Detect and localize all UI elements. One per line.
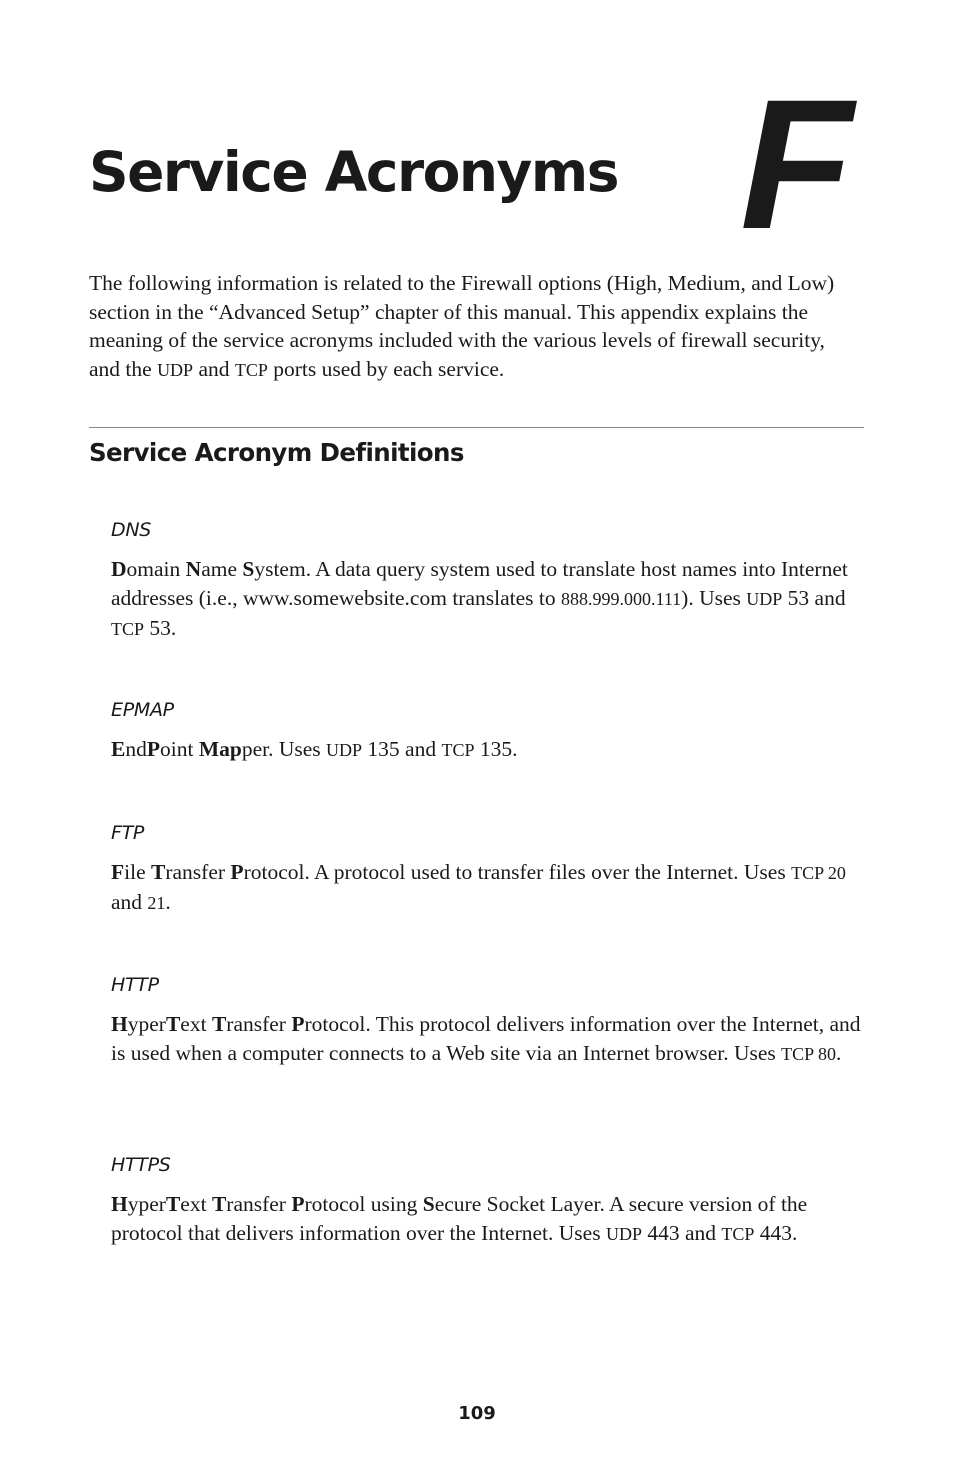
entry-definition: [111, 1190, 871, 1249]
bold-initial: N: [185, 557, 202, 581]
definition-text: nd: [125, 737, 147, 761]
bold-initial: H: [111, 1192, 128, 1216]
definition-text: yper: [127, 1192, 166, 1216]
entry-ftp: [111, 820, 871, 918]
bold-initial: T: [151, 860, 166, 884]
intro-tcp: TCP: [234, 359, 268, 380]
protocol-text: TCP 20: [791, 863, 846, 883]
definition-text: yper: [127, 1012, 166, 1036]
bold-initial: D: [111, 557, 127, 581]
entry-term: EPMAP: [111, 699, 174, 721]
definition-text: ransfer: [226, 1192, 292, 1216]
definition-text: 135 and: [362, 737, 442, 761]
bold-initial: T: [211, 1012, 227, 1036]
section-title: Service Acronym Definitions: [89, 438, 464, 467]
definition-text: oint: [159, 737, 199, 761]
definition-text: .: [165, 890, 171, 914]
protocol-text: TCP: [111, 619, 145, 639]
definition-text: ). Uses: [681, 586, 747, 610]
bold-initial: P: [230, 860, 244, 884]
definition-text: ystem. A data query system used to translate host names into Internet addresses (i.e., www.somewebsite.com translates to: [111, 557, 848, 610]
protocol-text: UDP: [605, 1224, 642, 1244]
section-divider: [89, 427, 864, 428]
page-title: Service Acronyms: [89, 140, 618, 204]
intro-text: The following information is related to the Firewall options (High, Medium, and Low) section in the “Advanced Setup” chapter of this manual. This appendix explains the meaning of the service acronyms included with the various levels of firewall security, and the: [89, 271, 835, 381]
definition-text: omain: [126, 557, 186, 581]
entry-definition: [111, 858, 871, 918]
definition-text: ecure Socket Layer. A secure version of the protocol that delivers information over the Internet. Uses: [111, 1192, 808, 1245]
entry-http: [111, 972, 871, 1069]
entry-epmap: [111, 697, 871, 765]
intro-udp: UDP: [157, 359, 194, 380]
protocol-text: 888.999.000.111: [561, 589, 682, 609]
definition-text: .: [836, 1041, 842, 1065]
bold-initial: F: [111, 860, 125, 884]
bold-initial: P: [146, 737, 160, 761]
bold-initial: S: [242, 557, 255, 581]
protocol-text: UDP: [746, 589, 783, 609]
protocol-text: TCP 80: [781, 1044, 836, 1064]
intro-text-end: ports used by each service.: [267, 356, 505, 381]
definition-text: ransfer: [226, 1012, 292, 1036]
protocol-text: 21: [147, 893, 166, 913]
definition-text: ext: [180, 1192, 212, 1216]
intro-paragraph: [89, 269, 859, 384]
bold-initial: E: [111, 737, 126, 761]
definition-text: ame: [201, 557, 243, 581]
definition-text: 135.: [474, 737, 518, 761]
page-number: 109: [458, 1403, 496, 1424]
definition-text: ile: [124, 860, 152, 884]
entry-term: HTTP: [111, 974, 159, 996]
entry-definition: [111, 555, 871, 644]
entry-term: FTP: [111, 822, 145, 844]
definition-text: ext: [180, 1012, 212, 1036]
entry-dns: [111, 517, 871, 644]
definition-text: ransfer: [165, 860, 231, 884]
entry-definition: [111, 1010, 871, 1069]
intro-and: and: [193, 356, 235, 381]
appendix-letter: F: [740, 62, 854, 268]
protocol-text: UDP: [326, 740, 363, 760]
definition-text: per. Uses: [241, 737, 327, 761]
definition-text: 53.: [144, 616, 177, 640]
definition-text: rotocol. This protocol delivers information over the Internet, and is used when a computer connects to a Web site via an Internet browser. Uses: [111, 1012, 861, 1065]
definition-text: 443 and: [641, 1221, 722, 1245]
definition-text: and: [111, 890, 148, 914]
entry-https: [111, 1152, 871, 1249]
bold-initial: P: [291, 1012, 305, 1036]
definition-text: rotocol using: [304, 1192, 423, 1216]
definition-text: 443.: [754, 1221, 798, 1245]
entry-term: DNS: [111, 519, 152, 541]
bold-initial: H: [111, 1012, 128, 1036]
protocol-text: TCP: [441, 740, 475, 760]
bold-initial: T: [165, 1012, 181, 1036]
bold-initial: Map: [198, 737, 242, 761]
bold-initial: T: [211, 1192, 227, 1216]
bold-initial: S: [422, 1192, 435, 1216]
protocol-text: TCP: [721, 1224, 755, 1244]
definition-text: 53 and: [782, 586, 846, 610]
bold-initial: P: [291, 1192, 305, 1216]
entry-definition: [111, 735, 871, 765]
entry-term: HTTPS: [111, 1154, 171, 1176]
bold-initial: T: [165, 1192, 181, 1216]
definition-text: rotocol. A protocol used to transfer files over the Internet. Uses: [243, 860, 792, 884]
